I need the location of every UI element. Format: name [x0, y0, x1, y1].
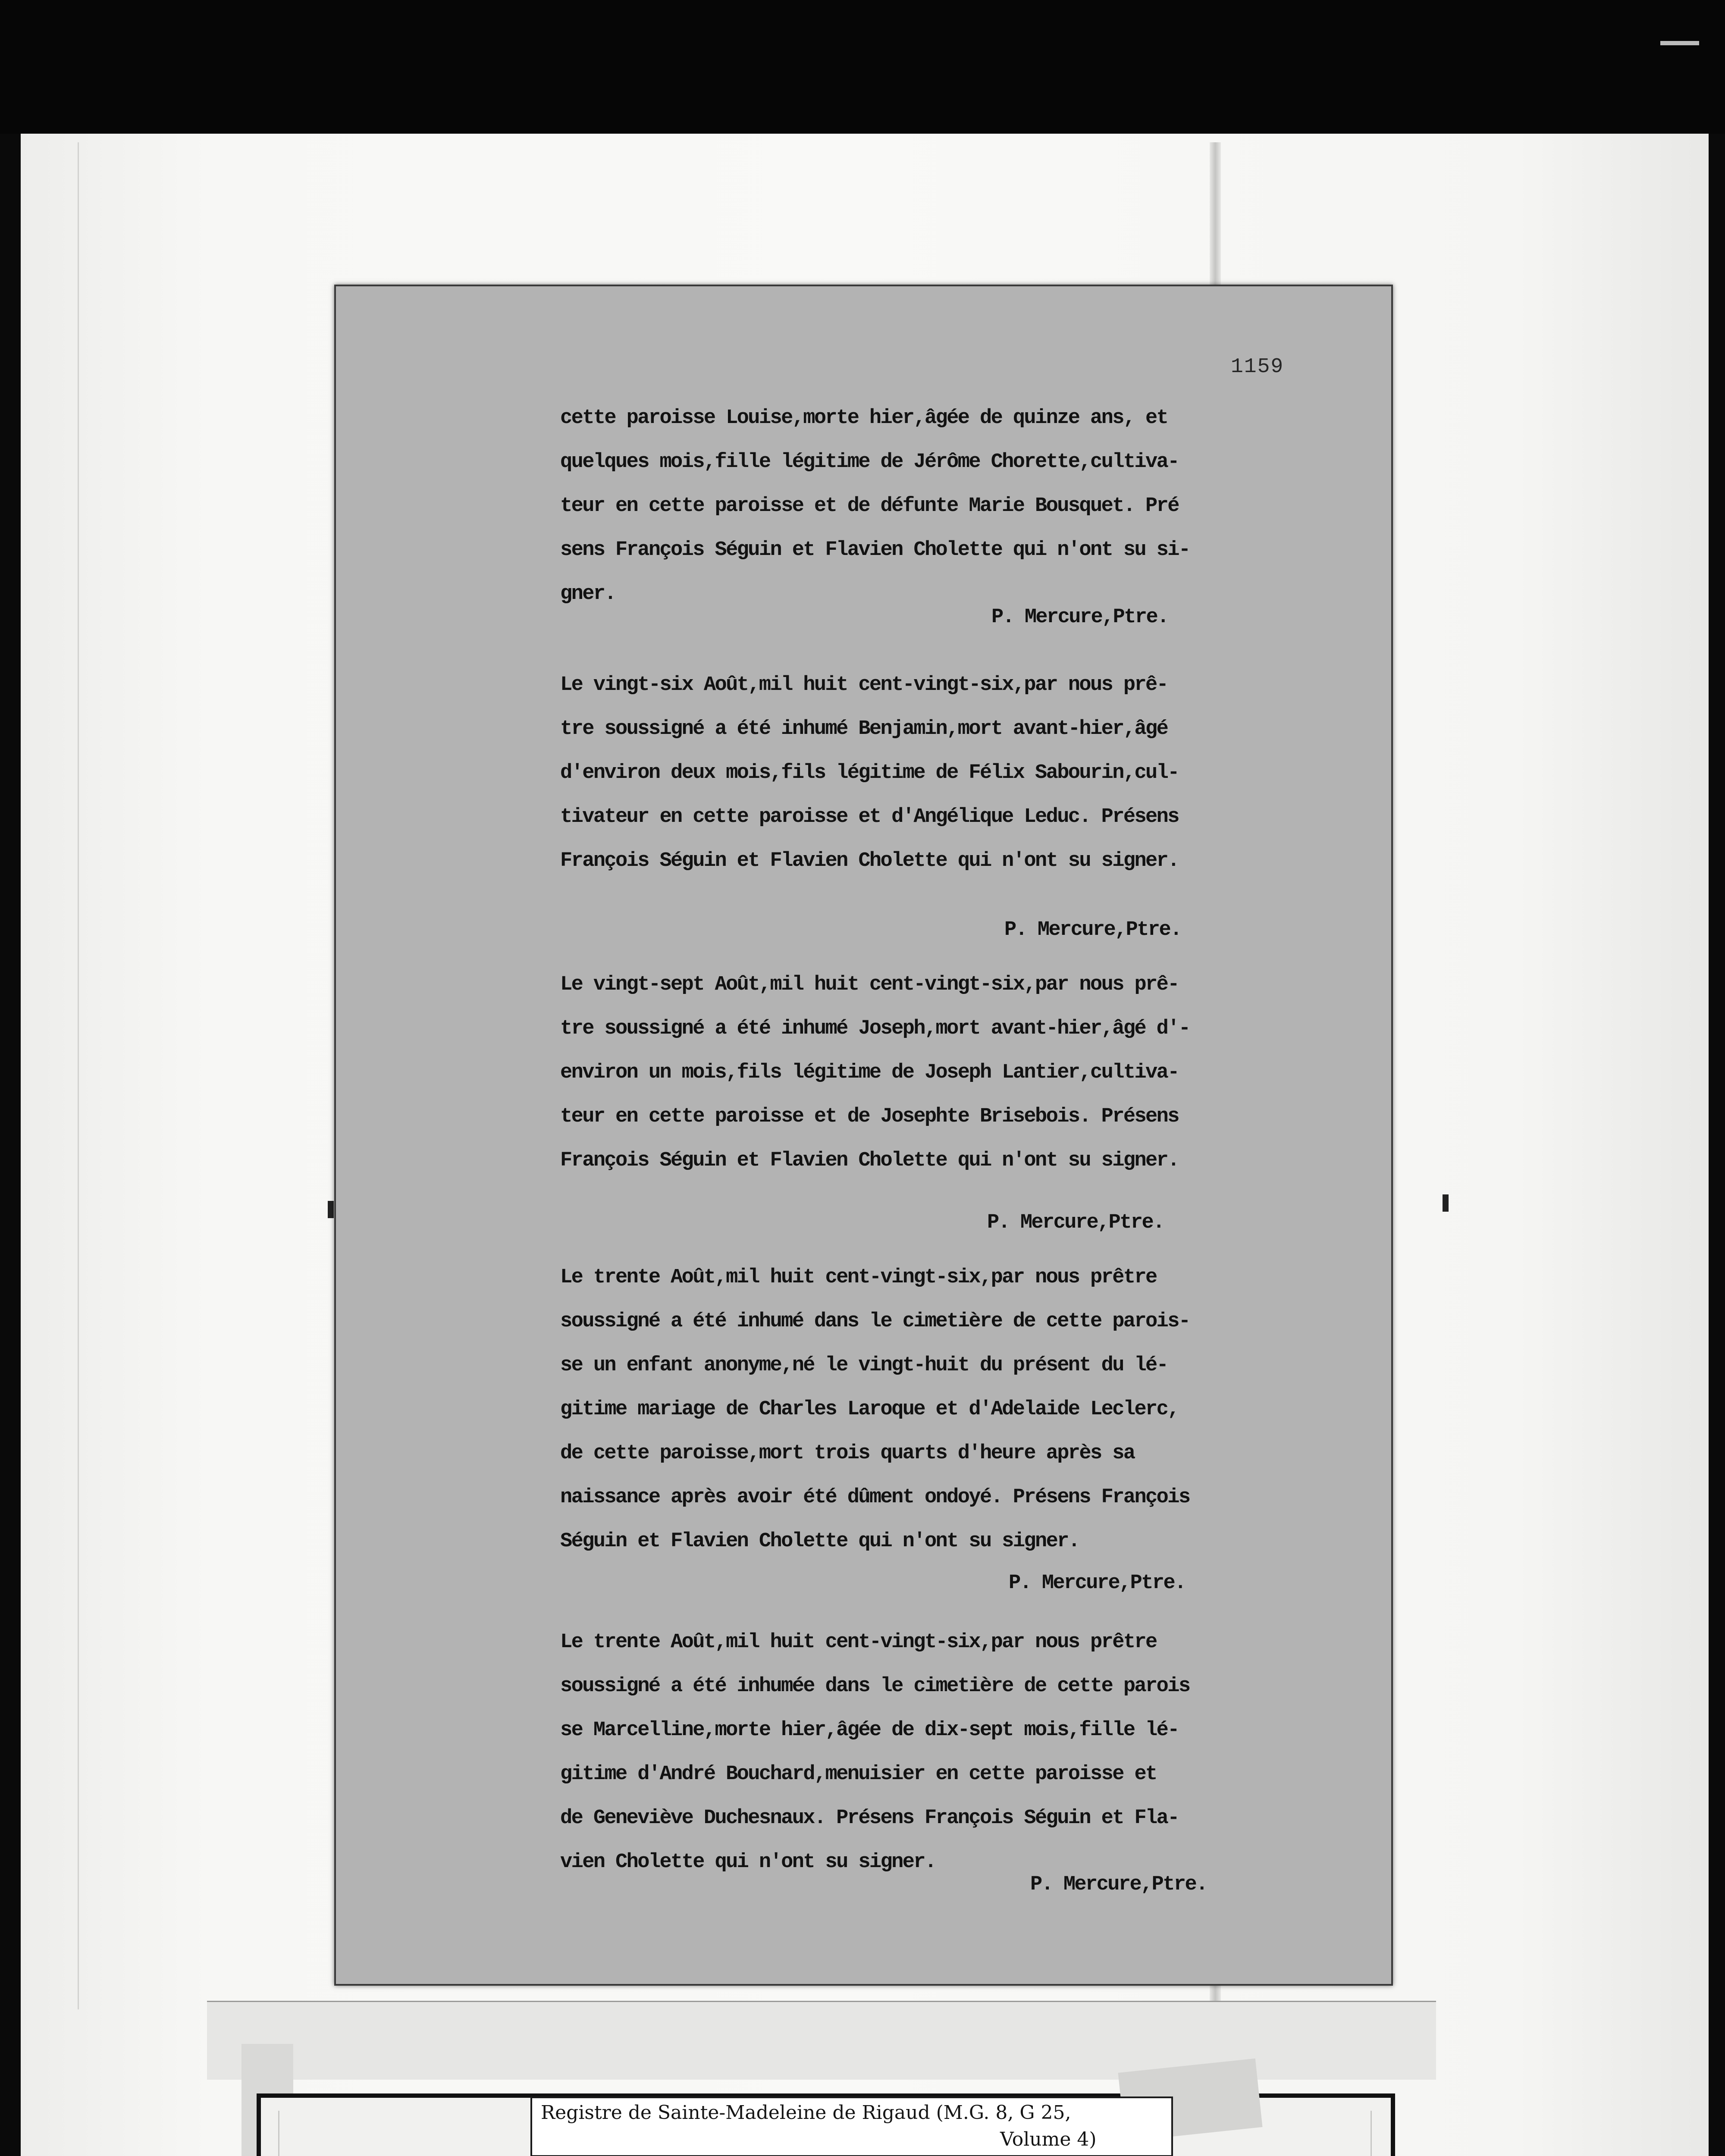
entry-line: François Séguin et Flavien Cholette qui n'ont su signer.: [560, 1149, 1179, 1172]
scan-mark: [1660, 41, 1699, 45]
margin-mark-right: [1443, 1194, 1449, 1212]
entry-line: Le trente Août,mil huit cent-vingt-six,par nous prêtre: [560, 1266, 1157, 1289]
entry-burial-marcelline: [560, 1620, 1345, 1907]
entry-line: vien Cholette qui n'ont su signer.: [560, 1851, 936, 1874]
entry-burial-enfant-anonyme: [560, 1256, 1345, 1605]
entry-line: cette paroisse Louise,morte hier,âgée de quinze ans, et: [560, 407, 1168, 429]
entry-line: François Séguin et Flavien Cholette qui n'ont su signer.: [560, 849, 1179, 872]
entry-gap: [560, 952, 1345, 963]
entry-line: Le vingt-sept Août,mil huit cent-vingt-six,par nous prê-: [560, 973, 1179, 996]
entry-line: gner.: [560, 583, 616, 605]
page-number: 1159: [1231, 355, 1284, 379]
scan-left-edge: [0, 134, 21, 2156]
entry-burial-louise: [560, 396, 1345, 639]
label-line-1: Registre de Sainte-Madeleine de Rigaud (M.G. 8, G 25,: [541, 2102, 1071, 2124]
entry-line: de cette paroisse,mort trois quarts d'heure après sa: [560, 1442, 1135, 1465]
scan-top-band: [0, 0, 1725, 134]
register-page: [334, 285, 1393, 1986]
register-entries: [560, 396, 1345, 1907]
entry-line: tre soussigné a été inhumé Benjamin,mort avant-hier,âgé: [560, 718, 1168, 740]
entry-line: se un enfant anonyme,né le vingt-huit du présent du lé-: [560, 1354, 1168, 1377]
entry-line: teur en cette paroisse et de Josephte Brisebois. Présens: [560, 1105, 1179, 1128]
entry-line: tre soussigné a été inhumé Joseph,mort avant-hier,âgé d'-: [560, 1017, 1190, 1040]
entry-line: Le trente Août,mil huit cent-vingt-six,par nous prêtre: [560, 1631, 1157, 1654]
entry-signature: P. Mercure,Ptre.: [987, 1211, 1164, 1234]
entry-signature: P. Mercure,Ptre.: [1030, 1873, 1207, 1896]
entry-line: se Marcelline,morte hier,âgée de dix-sept mois,fille lé-: [560, 1719, 1179, 1742]
entry-gap: [560, 1245, 1345, 1256]
entry-line: Séguin et Flavien Cholette qui n'ont su signer.: [560, 1530, 1079, 1553]
entry-line: environ un mois,fils légitime de Joseph Lantier,cultiva-: [560, 1061, 1179, 1084]
entry-line: gitime mariage de Charles Laroque et d'Adelaide Leclerc,: [560, 1398, 1179, 1421]
entry-burial-joseph: [560, 963, 1345, 1245]
entry-burial-benjamin: [560, 663, 1345, 952]
entry-line: naissance après avoir été dûment ondoyé. Présens François: [560, 1486, 1190, 1509]
entry-line: sens François Séguin et Flavien Cholette qui n'ont su si-: [560, 539, 1190, 561]
entry-signature: P. Mercure,Ptre.: [1004, 918, 1181, 941]
entry-line: teur en cette paroisse et de défunte Marie Bousquet. Pré: [560, 495, 1179, 517]
entry-gap: [560, 639, 1345, 663]
label-line-2: Volume 4): [1000, 2128, 1097, 2150]
register-label: [530, 2096, 1173, 2156]
entry-line: quelques mois,fille légitime de Jérôme Chorette,cultiva-: [560, 451, 1179, 473]
entry-line: tivateur en cette paroisse et d'Angélique Leduc. Présens: [560, 805, 1179, 828]
entry-line: soussigné a été inhumé dans le cimetière de cette parois-: [560, 1310, 1190, 1333]
entry-line: de Geneviève Duchesnaux. Présens François Séguin et Fla-: [560, 1807, 1179, 1830]
entry-signature: P. Mercure,Ptre.: [1009, 1572, 1186, 1595]
entry-line: d'environ deux mois,fils légitime de Félix Sabourin,cul-: [560, 761, 1179, 784]
entry-signature: P. Mercure,Ptre.: [991, 606, 1168, 629]
entry-line: soussigné a été inhumée dans le cimetière de cette parois: [560, 1675, 1190, 1698]
margin-mark-left: [328, 1201, 334, 1218]
entry-line: Le vingt-six Août,mil huit cent-vingt-six,par nous prê-: [560, 674, 1168, 696]
scan-right-edge: [1709, 134, 1725, 2156]
entry-gap: [560, 1605, 1345, 1620]
entry-line: gitime d'André Bouchard,menuisier en cette paroisse et: [560, 1763, 1157, 1786]
